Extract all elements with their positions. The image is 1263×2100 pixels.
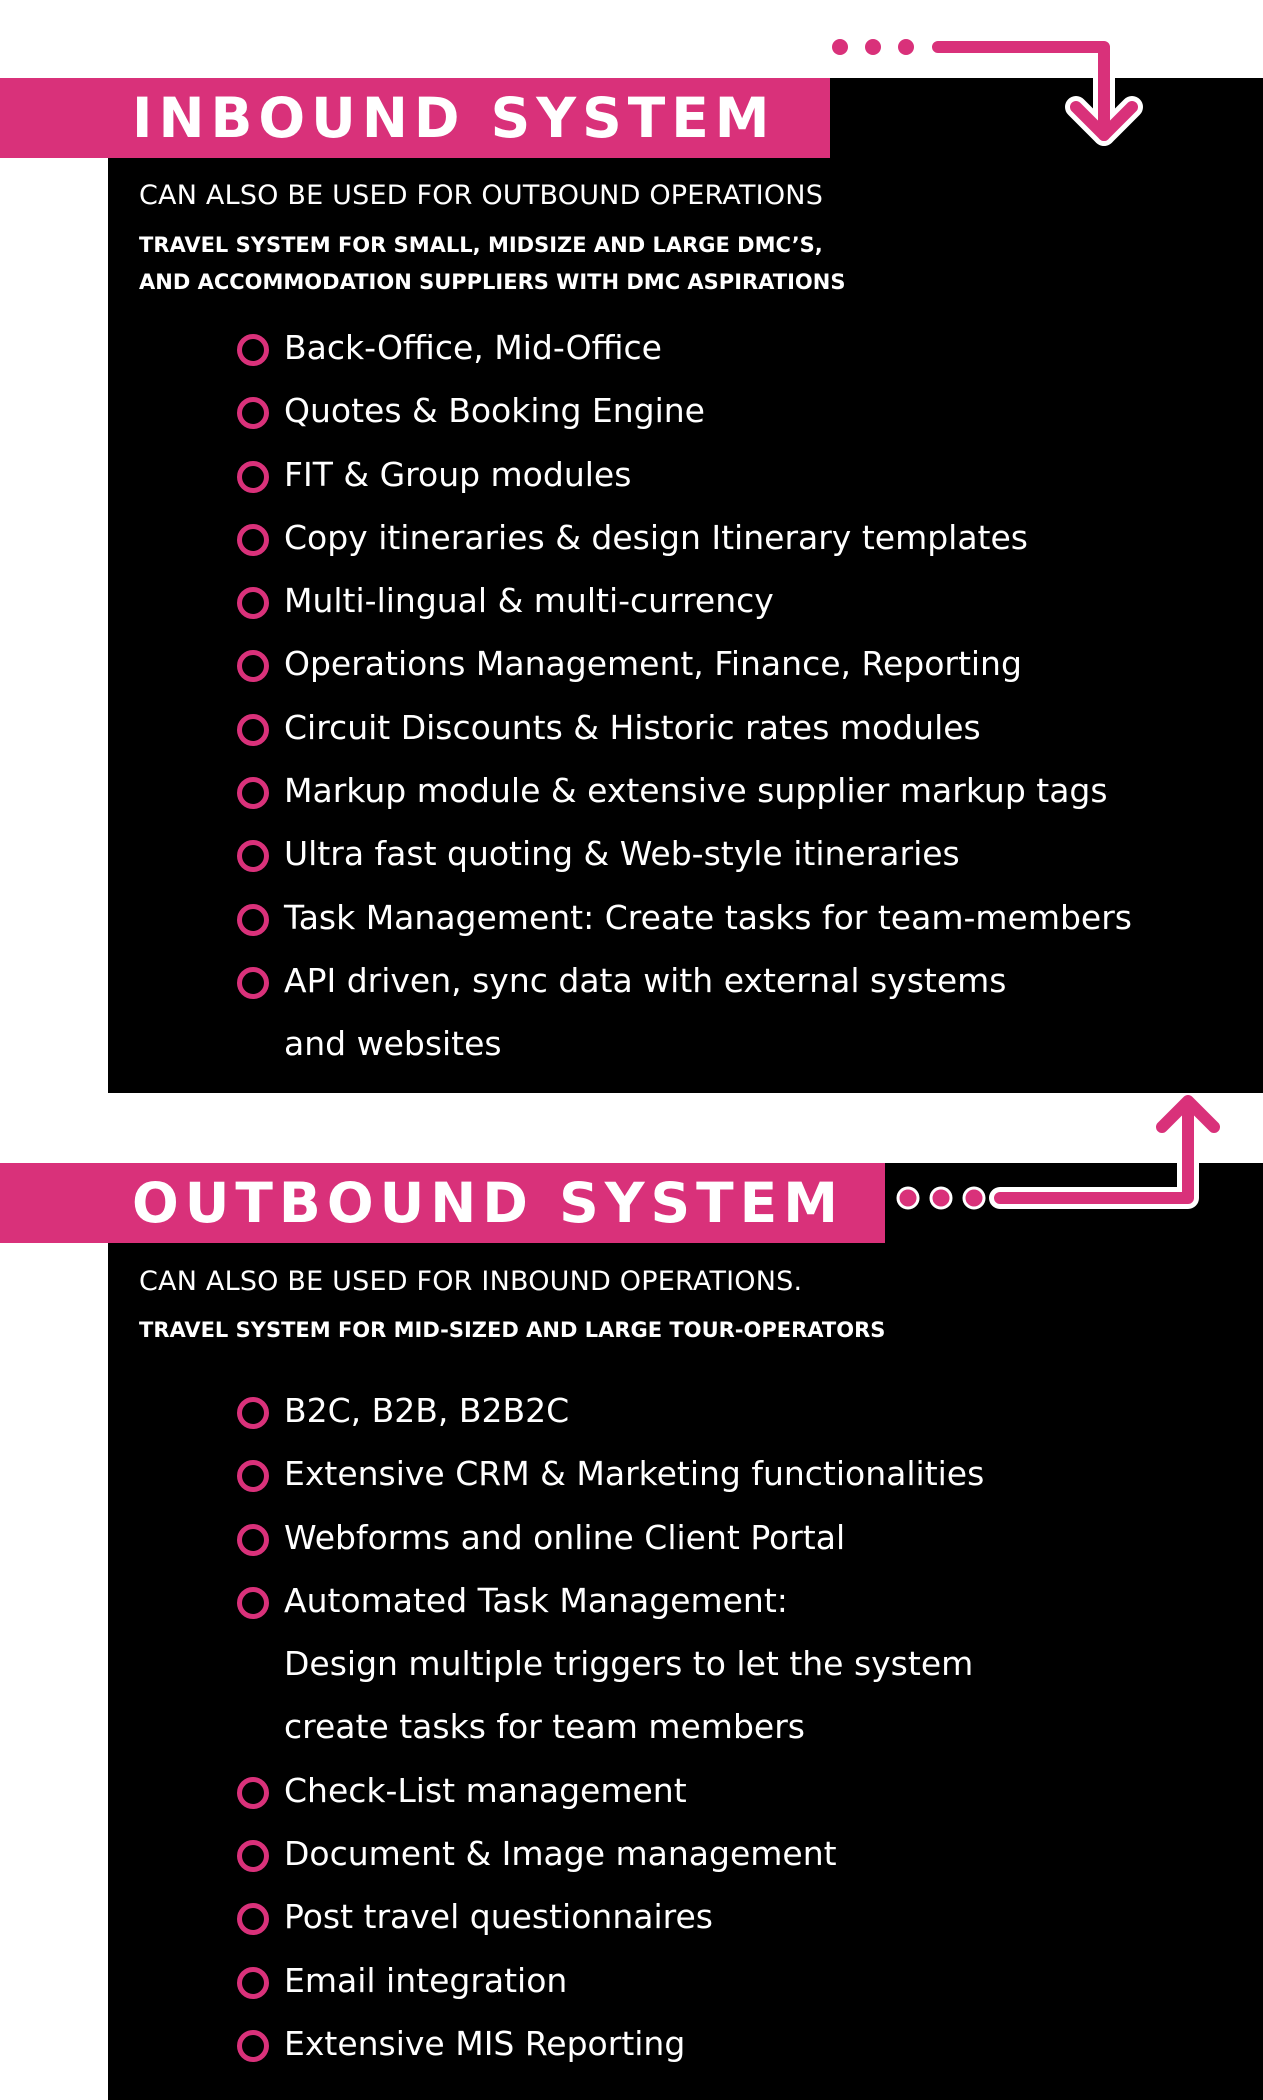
ring-bullet-icon [237,714,269,746]
ring-bullet-icon [237,650,269,682]
feature-label: Task Management: Create tasks for team-members [284,897,1132,937]
ring-bullet-icon [237,840,269,872]
ring-bullet-icon [237,1967,269,1999]
feature-label: Extensive CRM & Marketing functionalities [284,1454,985,1494]
feature-label: Webforms and online Client Portal [284,1517,846,1557]
inbound-feature-item [234,443,1132,506]
feature-label: Ultra fast quoting & Web-style itineraries [284,834,960,874]
ring-bullet-icon [237,2030,269,2062]
outbound-feature-item [234,1759,984,1822]
inbound-feature-item [234,632,1132,695]
inbound-feature-item [234,886,1132,949]
dotted-arrow-down-icon [820,30,1160,160]
feature-label: Document & Image management [284,1834,837,1874]
feature-label: Quotes & Booking Engine [284,391,705,431]
ring-bullet-icon [237,777,269,809]
outbound-feature-item [234,2012,984,2075]
inbound-tagline [139,227,845,301]
ring-bullet-icon [237,1840,269,1872]
ring-bullet-icon [237,334,269,366]
outbound-feature-item [234,1569,984,1632]
ring-bullet-icon [237,587,269,619]
outbound-feature-item [234,1506,984,1569]
inbound-subtitle: CAN ALSO BE USED FOR OUTBOUND OPERATIONS [139,180,824,211]
inbound-feature-item [234,949,1132,1012]
outbound-feature-item [234,1379,984,1442]
ring-bullet-icon [237,1460,269,1492]
outbound-feature-list [234,1379,984,2075]
outbound-tagline [139,1312,885,1349]
feature-label: Copy itineraries & design Itinerary templates [284,517,1028,557]
outbound-feature-item [234,1885,984,1948]
outbound-title: OUTBOUND SYSTEM [132,1171,844,1235]
inbound-feature-item [234,506,1132,569]
ring-bullet-icon [237,397,269,429]
feature-label: Operations Management, Finance, Reporting [284,644,1022,684]
feature-label: Post travel questionnaires [284,1897,713,1937]
feature-label: Markup module & extensive supplier markup tags [284,771,1108,811]
ring-bullet-icon [237,1777,269,1809]
feature-label: FIT & Group modules [284,454,632,494]
feature-label: B2C, B2B, B2B2C [284,1391,570,1430]
inbound-tagline-line-1: TRAVEL SYSTEM FOR SMALL, MIDSIZE AND LARGE DMC’S, [139,233,823,257]
feature-label: Circuit Discounts & Historic rates modules [284,707,981,747]
dotted-arrow-up-icon [880,1095,1220,1225]
feature-label: Back-Office, Mid-Office [284,328,662,367]
ring-bullet-icon [237,1587,269,1619]
feature-label: Design multiple triggers to let the system [284,1644,974,1684]
feature-label: Automated Task Management: [284,1580,788,1620]
outbound-feature-item [234,1949,984,2012]
ring-bullet-icon [237,1397,269,1429]
inbound-feature-item [234,379,1132,442]
inbound-feature-item [234,759,1132,822]
inbound-feature-continuation [234,1012,1132,1075]
ring-bullet-icon [237,461,269,493]
outbound-feature-item [234,1822,984,1885]
feature-label: Multi-lingual & multi-currency [284,581,774,621]
ring-bullet-icon [237,1524,269,1556]
inbound-feature-item [234,696,1132,759]
outbound-subtitle: CAN ALSO BE USED FOR INBOUND OPERATIONS. [139,1266,803,1297]
feature-label: create tasks for team members [284,1707,805,1747]
ring-bullet-icon [237,524,269,556]
outbound-feature-continuation [234,1632,984,1695]
inbound-feature-item [234,569,1132,632]
inbound-tagline-line-2: AND ACCOMMODATION SUPPLIERS WITH DMC ASPIRATIONS [139,270,846,294]
inbound-feature-item [234,316,1132,379]
feature-label: Email integration [284,1960,568,2000]
inbound-feature-item [234,822,1132,885]
feature-label: Check-List management [284,1770,687,1810]
feature-label: and websites [284,1024,502,1064]
ring-bullet-icon [237,904,269,936]
outbound-tagline-line-1: TRAVEL SYSTEM FOR MID-SIZED AND LARGE TOUR-OPERATORS [139,1318,886,1342]
feature-label: API driven, sync data with external systems [284,960,1007,1000]
ring-bullet-icon [237,1903,269,1935]
inbound-feature-list [234,316,1132,1076]
feature-label: Extensive MIS Reporting [284,2023,686,2063]
outbound-feature-item [234,1442,984,1505]
outbound-feature-continuation [234,1695,984,1758]
ring-bullet-icon [237,967,269,999]
inbound-title: INBOUND SYSTEM [132,86,776,150]
